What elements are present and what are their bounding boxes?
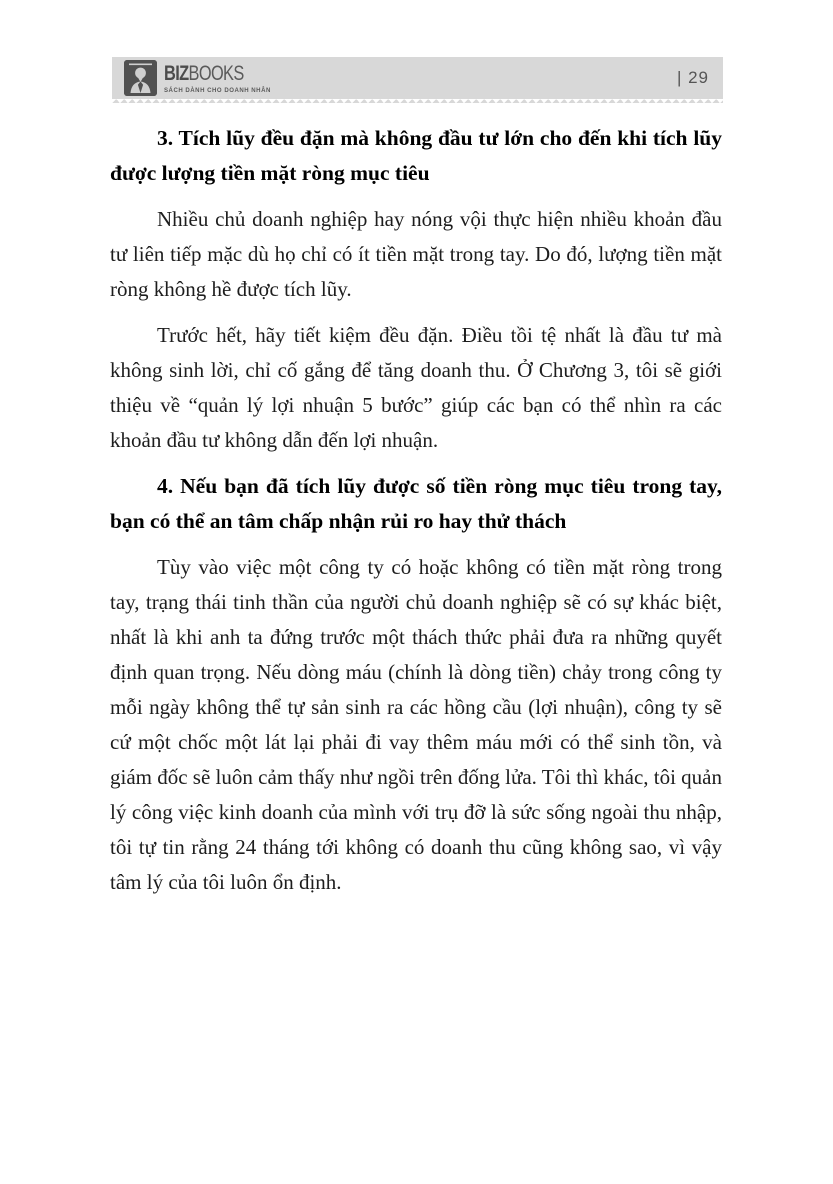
brand-tagline: SÁCH DÀNH CHO DOANH NHÂN bbox=[164, 86, 271, 94]
section-heading-4: 4. Nếu bạn đã tích lũy được số tiền ròng mục tiêu trong tay, bạn có thể an tâm chấp nhận rủi ro hay thử thách bbox=[110, 474, 722, 533]
paragraph-1: Nhiều chủ doanh nghiệp hay nóng vội thực hiện nhiều khoản đầu tư liên tiếp mặc dù họ chỉ có ít tiền mặt trong tay. Do đó, lượng tiền mặt ròng không hề được tích lũy. bbox=[110, 207, 722, 301]
brand-biz: BIZ bbox=[164, 61, 189, 85]
paragraph-2: Trước hết, hãy tiết kiệm đều đặn. Điều tồi tệ nhất là đầu tư mà không sinh lời, chỉ cố gắng để tăng doanh thu. Ở Chương 3, tôi sẽ giới thiệu về “quản lý lợi nhuận 5 bước” giúp các bạn có thể nhìn ra các khoản đầu tư không dẫn đến lợi nhuận. bbox=[110, 323, 722, 452]
section-heading-3: 3. Tích lũy đều đặn mà không đầu tư lớn cho đến khi tích lũy được lượng tiền mặt ròng mục tiêu bbox=[110, 126, 722, 185]
brand-name bbox=[164, 63, 255, 84]
brand-books: BOOKS bbox=[188, 61, 244, 85]
bizbooks-logo bbox=[112, 57, 280, 99]
brand-text-block bbox=[164, 63, 280, 94]
paragraph-3: Tùy vào việc một công ty có hoặc không có tiền mặt ròng trong tay, trạng thái tinh thần của người chủ doanh nghiệp sẽ có sự khác biệt, nhất là khi anh ta đứng trước một thách thức phải đưa ra những quyết định quan trọng. Nếu dòng máu (chính là dòng tiền) chảy trong công ty mỗi ngày không thể tự sản sinh ra các hồng cầu (lợi nhuận), công ty sẽ cứ một chốc một lát lại phải đi vay thêm máu mới có thể sinh tồn, và giám đốc sẽ luôn cảm thấy như ngồi trên đống lửa. Tôi thì khác, tôi quản lý công việc kinh doanh của mình với trụ đỡ là sức sống ngoài thu nhập, tôi tự tin rằng 24 tháng tới không có doanh thu cũng không sao, vì vậy tâm lý của tôi luôn ổn định. bbox=[110, 555, 723, 894]
bizbooks-logo-icon bbox=[124, 60, 157, 96]
page-number: | 29 bbox=[676, 68, 709, 87]
page-content bbox=[110, 121, 722, 911]
page-header bbox=[112, 57, 723, 99]
